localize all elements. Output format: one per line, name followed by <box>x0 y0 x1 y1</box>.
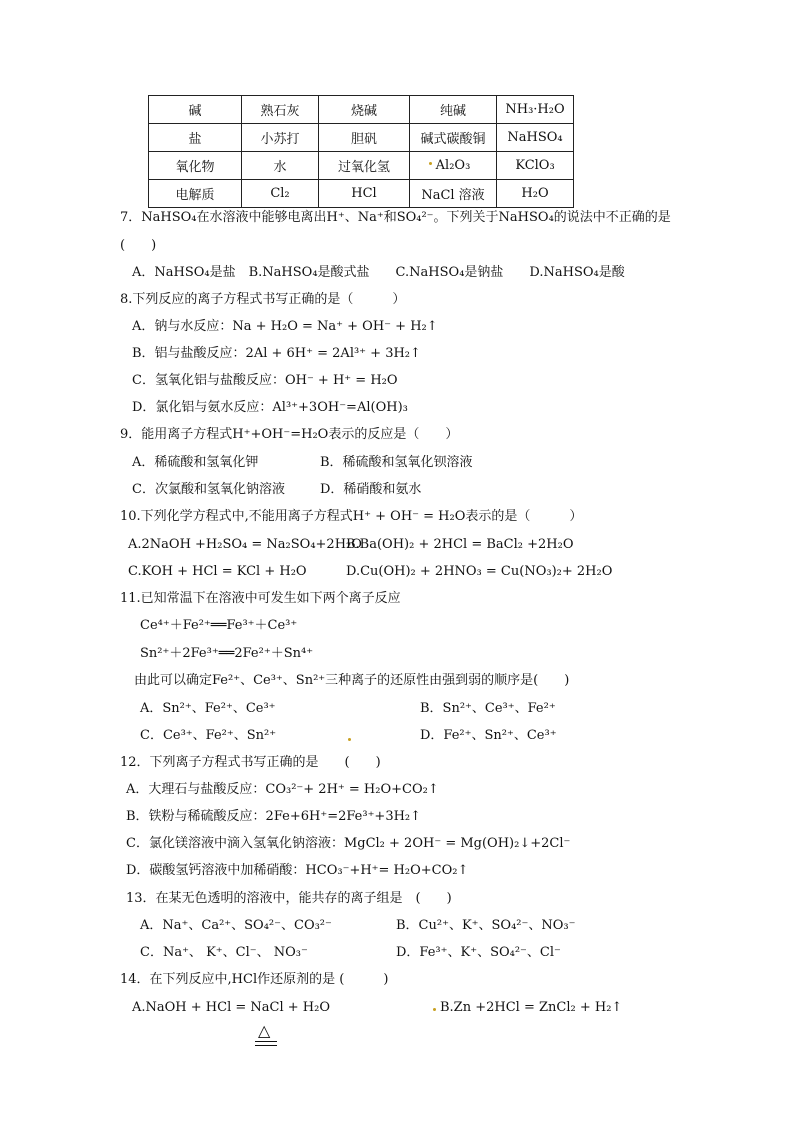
table-cell: 烧碱 <box>319 96 410 124</box>
table-cell: HCl <box>319 180 410 208</box>
question-11-option-d: D．Fe²⁺、Sn²⁺、Ce³⁺ <box>420 728 557 743</box>
table-cell: 纯碱 <box>410 96 497 124</box>
table-cell: NH₃·H₂O <box>497 96 574 124</box>
question-7-stem: 7．NaHSO₄在水溶液中能够电离出H⁺、Na⁺和SO₄²⁻。下列关于NaHSO₄的说法中不正确的是 <box>120 210 671 225</box>
question-11-reaction-1: Ce⁴⁺＋Fe²⁺══Fe³⁺＋Ce³⁺ <box>140 618 298 633</box>
question-9-stem: 9．能用离子方程式H⁺+OH⁻=H₂O表示的反应是（ ） <box>120 427 459 442</box>
question-12-option-a: A．大理石与盐酸反应：CO₃²⁻+ 2H⁺ = H₂O+CO₂↑ <box>126 782 439 797</box>
question-13-option-a: A．Na⁺、Ca²⁺、SO₄²⁻、CO₃²⁻ <box>140 918 332 933</box>
table-cell: 碱式碳酸铜 <box>410 124 497 152</box>
table-cell: 水 <box>242 152 319 180</box>
question-10-stem: 10.下列化学方程式中,不能用离子方程式H⁺ + OH⁻ = H₂O表示的是（ ） <box>120 509 583 524</box>
question-11-prompt: 由此可以确定Fe²⁺、Ce³⁺、Sn²⁺三种离子的还原性由强到弱的顺序是( ) <box>134 673 570 688</box>
question-14-option-a: A.NaOH + HCl = NaCl + H₂O <box>132 1000 330 1015</box>
question-12-option-d: D．碳酸氢钙溶液中加稀硝酸：HCO₃⁻+H⁺= H₂O+CO₂↑ <box>126 863 469 878</box>
table-cell: 过氧化氢 <box>319 152 410 180</box>
table-cell: 胆矾 <box>319 124 410 152</box>
table-cell: 小苏打 <box>242 124 319 152</box>
question-12-option-b: B．铁粉与稀硫酸反应：2Fe+6H⁺=2Fe³⁺+3H₂↑ <box>126 809 422 824</box>
table-cell: NaCl 溶液 <box>410 180 497 208</box>
question-13-option-b: B．Cu²⁺、K⁺、SO₄²⁻、NO₃⁻ <box>396 918 576 933</box>
stray-mark <box>429 162 432 165</box>
question-10-option-a: A.2NaOH +H₂SO₄ = Na₂SO₄+2H₂O <box>128 537 362 552</box>
question-14-option-b: B.Zn +2HCl = ZnCl₂ + H₂↑ <box>440 1000 623 1015</box>
question-13-stem: 13．在某无色透明的溶液中，能共存的离子组是 ( ) <box>126 891 452 906</box>
table-cell: 氧化物 <box>149 152 242 180</box>
table-cell: 碱 <box>149 96 242 124</box>
question-11-stem: 11.已知常温下在溶液中可发生如下两个离子反应 <box>120 591 401 606</box>
question-12-option-c: C．氯化镁溶液中滴入氢氧化钠溶液：MgCl₂ + 2OH⁻ = Mg(OH)₂↓+2Cl⁻ <box>126 836 571 851</box>
question-13-option-d: D．Fe³⁺、K⁺、SO₄²⁻、Cl⁻ <box>396 945 561 960</box>
question-7-bracket: ( ) <box>120 238 157 253</box>
question-12-stem: 12．下列离子方程式书写正确的是 ( ) <box>120 755 381 770</box>
question-8-stem: 8.下列反应的离子方程式书写正确的是（ ） <box>120 292 406 307</box>
equal-line-bottom <box>255 1045 277 1046</box>
question-13-option-c: C．Na⁺、 K⁺、Cl⁻、 NO₃⁻ <box>140 945 308 960</box>
question-14-stem: 14．在下列反应中,HCl作还原剂的是 ( ) <box>120 972 389 987</box>
table-cell: Cl₂ <box>242 180 319 208</box>
question-9-option-a: A．稀硫酸和氢氧化钾 <box>132 455 259 470</box>
stray-mark <box>348 738 351 741</box>
table-row <box>149 180 574 208</box>
question-8-option-d: D．氯化铝与氨水反应：Al³⁺+3OH⁻=Al(OH)₃ <box>132 400 408 415</box>
table-row <box>149 96 574 124</box>
question-10-option-c: C.KOH + HCl = KCl + H₂O <box>128 564 307 579</box>
table-cell: H₂O <box>497 180 574 208</box>
question-11-option-a: A．Sn²⁺、Fe²⁺、Ce³⁺ <box>140 701 276 716</box>
question-8-option-c: C．氢氧化铝与盐酸反应：OH⁻ + H⁺ = H₂O <box>132 373 398 388</box>
question-10-option-d: D.Cu(OH)₂ + 2HNO₃ = Cu(NO₃)₂+ 2H₂O <box>346 564 613 579</box>
question-11-option-b: B．Sn²⁺、Ce³⁺、Fe²⁺ <box>420 701 556 716</box>
table-cell: 熟石灰 <box>242 96 319 124</box>
table-cell: KClO₃ <box>497 152 574 180</box>
classification-table <box>148 95 574 208</box>
table-cell: 电解质 <box>149 180 242 208</box>
question-9-option-c: C．次氯酸和氢氧化钠溶液 <box>132 482 285 497</box>
question-8-option-b: B．铝与盐酸反应：2Al + 6H⁺ = 2Al³⁺ + 3H₂↑ <box>132 346 421 361</box>
table-cell: 盐 <box>149 124 242 152</box>
stray-mark <box>433 1008 436 1011</box>
question-7-options: A．NaHSO₄是盐 B.NaHSO₄是酸式盐 C.NaHSO₄是钠盐 D.NaHSO₄是酸 <box>132 265 625 280</box>
table-cell: NaHSO₄ <box>497 124 574 152</box>
table-cell: Al₂O₃ <box>410 152 497 180</box>
question-10-option-b: B.Ba(OH)₂ + 2HCl = BaCl₂ +2H₂O <box>346 537 574 552</box>
question-11-reaction-2: Sn²⁺＋2Fe³⁺══2Fe²⁺＋Sn⁴⁺ <box>140 646 314 661</box>
question-11-option-c: C．Ce³⁺、Fe²⁺、Sn²⁺ <box>140 728 277 743</box>
table-row <box>149 152 574 180</box>
table-row <box>149 124 574 152</box>
heat-triangle-symbol: △ <box>258 1021 271 1040</box>
question-8-option-a: A．钠与水反应：Na + H₂O = Na⁺ + OH⁻ + H₂↑ <box>132 319 438 334</box>
equal-line-top <box>255 1041 277 1042</box>
question-9-option-d: D．稀硝酸和氨水 <box>320 482 422 497</box>
question-9-option-b: B．稀硫酸和氢氧化钡溶液 <box>320 455 473 470</box>
